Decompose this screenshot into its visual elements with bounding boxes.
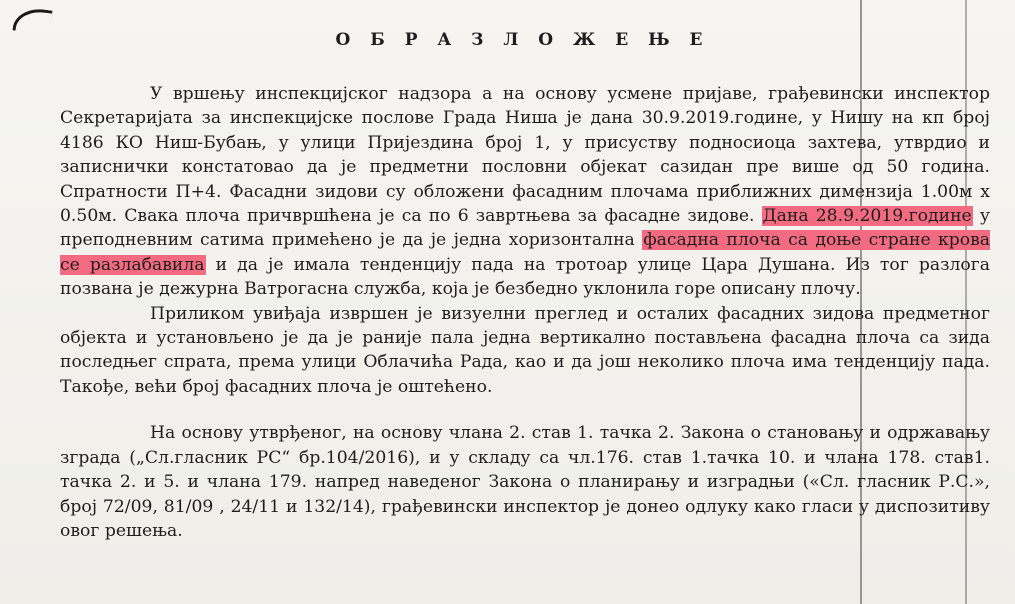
document-body (60, 82, 990, 543)
document-title: О Б Р А З Л О Ж Е Њ Е (335, 30, 710, 50)
paragraph-1-text-c: и да је имала тенденцију пада на тротоар улице Цара Душана. Из тог разлога позвана је дежурна Ватрогасна служба, која је безбедно уклонила горе описану плочу. (60, 254, 990, 300)
highlight-date: Дана 28.9.2019.године (762, 206, 972, 227)
paragraph-1-text-a: У вршењу инспекцијског надзора а на основу усмене пријаве, грађевински инспектор Секретаријата за инспекцијске послове Града Ниша је дана 30.9.2019.године, у Нишу на кп број 4186 КО Ниш-Бубањ, у улици Пријездина број 1, у присуству подносиоца захтева, утврдио и записнички констатовао да је предметни пословни објекат сазидан пре више од 50 година. Спратности П+4. Фасадни зидови су обложени фасадним плочама приближних димензија 1.00м x 0.50м. Свака плоча причвршћена је са по 6 завртњева за фасадне зидове. (60, 84, 990, 227)
paragraph-3: На основу утврђеног, на основу члана 2. став 1. тачка 2. Закона о становању и одржавању зграда („Сл.гласник РС“ бр.104/2016), и у складу са чл.176. став 1.тачка 10. и члана 178. став1. тачка 2. и 5. и члана 179. напред наведеног Закона о планирању и изградњи («Сл. гласник Р.С.», број 72/09, 81/09 , 24/11 и 132/14), грађевински инспектор је донео одлуку како гласи у диспозитиву овог решења. (60, 423, 990, 541)
paragraph-1-text-b: у преподневним сатима примећено је да је једна хоризонтална (60, 206, 990, 251)
highlight-facade-plate: фасадна плоча са доње стране крова се разлабавила (60, 230, 991, 275)
paragraph-1 (60, 82, 990, 302)
paragraph-2: Приликом увиђаја извршен је визуелни преглед и осталих фасадних зидова предметног објекта и установљено је да је раније пала једна вертикално постављена фасадна плоча са зида последњег спрата, према улици Облачића Рада, као и да још неколико плоча има тенденцију пада. Такође, већи број фасадних плоча је оштећено. (60, 303, 990, 397)
